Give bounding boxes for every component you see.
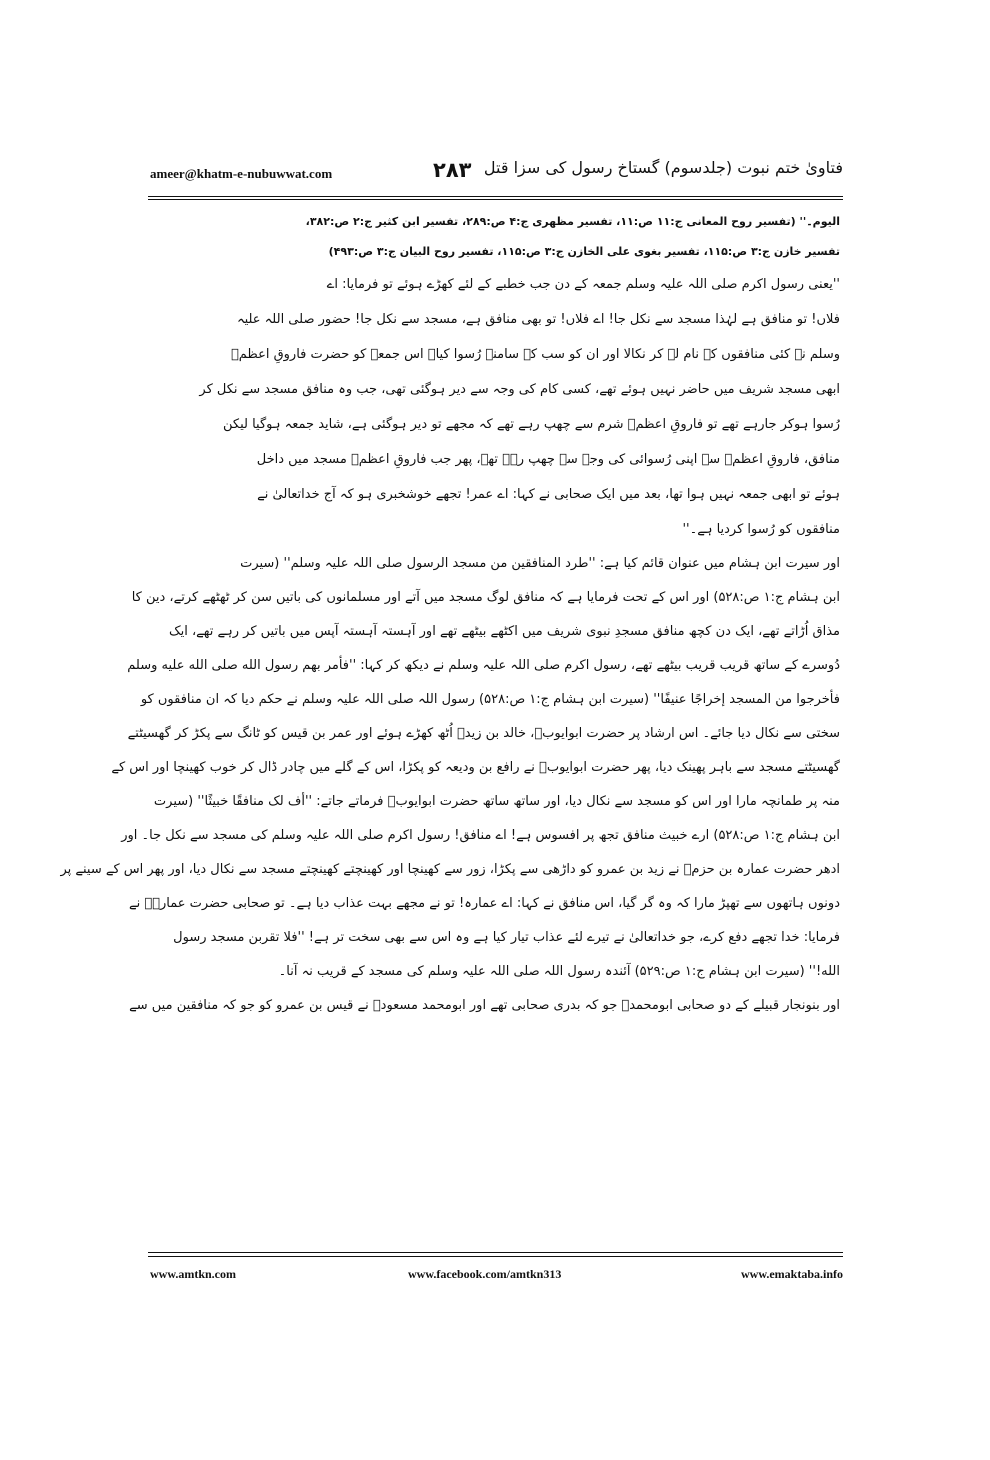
- page-footer: [148, 1267, 843, 1287]
- page-number: ۲۸۳: [433, 158, 472, 182]
- paragraph-line: فأخرجوا من المسجد إخراجًا عنیفًا'' (سیرت ابن ہشام ج:۱ ص:۵۲۸) رسول اللہ صلی اللہ علیہ وسلم نے حکم دیا کہ ان منافقوں کو: [140, 692, 840, 707]
- paragraph-line: اور سیرت ابن ہشام میں عنوان قائم کیا ہے: ''طرد المنافقین من مسجد الرسول صلی اللہ علیہ وسلم'' (سیرت: [240, 556, 840, 571]
- paragraph-2: [129, 989, 840, 1023]
- paragraph-line: فرمایا: خدا تجھے دفع کرے، جو خداتعالیٰ نے تیرے لئے عذاب تیار کیا ہے وہ اس سے بھی سخت تر ہے! ''فلا تقربن مسجد رسول: [173, 930, 840, 945]
- reference-line: تفسیر خازن ج:۳ ص:۱۱۵، تفسیر بغوی علی الخازن ج:۳ ص:۱۱۵، تفسیر روح البیان ج:۳ ص:۴۹۳): [328, 245, 840, 258]
- footer-divider: [148, 1252, 843, 1253]
- paragraph-line: دونوں ہاتھوں سے تھپڑ مارا کہ وہ گر گیا، اس منافق نے کہا: اے عمارہ! تو نے مجھے بہت عذاب دیا ہے۔ تو صحابی حضرت عمارہؓ نے: [129, 896, 840, 911]
- footer-link-facebook[interactable]: www.facebook.com/amtkn313: [408, 1267, 562, 1281]
- book-title: فتاویٰ ختم نبوت (جلدسوم) گستاخ رسول کی سزا قتل: [483, 158, 843, 177]
- paragraph-line: مذاق اُڑاتے تھے، ایک دن کچھ منافق مسجدِ نبوی شریف میں اکٹھے بیٹھے تھے اور آہستہ آہستہ آپس میں باتیں کر رہے تھے، ایک: [168, 624, 840, 639]
- paragraph-1: [60, 547, 840, 989]
- paragraph-line: سختی سے نکال دیا جائے۔ اس ارشاد پر حضرت ابوایوبؓ، خالد بن زیدؓ اُٹھ کھڑے ہوئے اور عمر بن قیس کو ٹانگ سے پکڑ کر گھسیٹتے: [127, 726, 840, 741]
- page-header: [148, 158, 843, 192]
- header-email: ameer@khatm-e-nubuwwat.com: [150, 166, 333, 181]
- quote-line: ہوئے تو ابھی جمعہ نہیں ہوا تھا، بعد میں ایک صحابی نے کہا: اے عمر! تجھے خوشخبری ہو کہ آج خداتعالیٰ نے: [257, 487, 840, 502]
- paragraph-line: الله!'' (سیرت ابن ہشام ج:۱ ص:۵۲۹) آئندہ رسول اللہ صلی اللہ علیہ وسلم کی مسجد کے قریب نہ آنا۔: [278, 964, 840, 979]
- quote-line: منافقوں کو رُسوا کردیا ہے۔'': [682, 522, 840, 537]
- footer-divider-thin: [148, 1256, 843, 1257]
- quote-block: [150, 267, 840, 547]
- paragraph-line: اور بنونجار قبیلے کے دو صحابی ابومحمدؓ جو کہ بدری صحابی تھے اور ابومحمد مسعودؓ نے قیس بن عمرو کو جو کہ منافقین میں سے: [129, 998, 840, 1013]
- header-divider-thin: [148, 199, 843, 200]
- quote-line: وسلم نے کئی منافقوں کے نام لے کر نکالا اور ان کو سب کے سامنے رُسوا کیا۔ اس جمعہ کو حضرت فاروقِ اعظمؓ: [230, 347, 840, 362]
- quote-line: ''یعنی رسول اکرم صلی اللہ علیہ وسلم جمعہ کے دن جب خطبے کے لئے کھڑے ہوئے تو فرمایا: اے: [326, 277, 840, 292]
- paragraph-line: دُوسرے کے ساتھ قریب قریب بیٹھے تھے، رسول اکرم صلی اللہ علیہ وسلم نے دیکھ کر کہا: ''فأمر بهم رسول الله صلی الله علیه وسلم: [127, 658, 840, 673]
- paragraph-line: ادھر حضرت عمارہ بن حزمؓ نے زید بن عمرو کو داڑھی سے پکڑا، زور سے کھینچا اور کھینچتے کھینچتے مسجد سے نکال دیا، اور پھر اس کے سینے پر: [60, 862, 840, 877]
- reference-line: الیوم۔'' (تفسیر روح المعانی ج:۱۱ ص:۱۱، تفسیر مظهری ج:۴ ص:۲۸۹، تفسیر ابن کثیر ج:۲ ص:۳۸۲،: [305, 215, 840, 228]
- header-divider: [148, 196, 843, 197]
- paragraph-line: گھسیٹتے مسجد سے باہر پھینک دیا، پھر حضرت ابوایوبؓ نے رافع بن ودیعہ کو پکڑا، اس کے گلے میں چادر ڈال کر خوب کھینچا اور اس کے: [111, 760, 840, 775]
- paragraph-line: ابن ہشام ج:۱ ص:۵۲۸) اور اس کے تحت فرمایا ہے کہ منافق لوگ مسجد میں آتے اور مسلمانوں کی باتیں سن کر ٹھٹھے کرتے، دین کا: [131, 590, 840, 605]
- quote-line: فلاں! تو منافق ہے لہٰذا مسجد سے نکل جا! اے فلاں! تو بھی منافق ہے، مسجد سے نکل جا! حضور صلی اللہ علیہ: [236, 312, 840, 327]
- quote-line: منافق، فاروقِ اعظمؓ سے اپنی رُسوائی کی وجہ سے چھپ رہے تھے، پھر جب فاروقِ اعظمؓ مسجد میں داخل: [256, 452, 840, 467]
- footer-link-amtkn[interactable]: www.amtkn.com: [150, 1267, 236, 1281]
- quote-line: ابھی مسجد شریف میں حاضر نہیں ہوئے تھے، کسی کام کی وجہ سے دیر ہوگئی تھی، جب وہ منافق مسجد سے نکل کر: [199, 382, 840, 397]
- paragraph-line: ابن ہشام ج:۱ ص:۵۲۸) ارے خبیث منافق تجھ پر افسوس ہے! اے منافق! رسول اکرم صلی اللہ علیہ وسلم کی مسجد سے نکل جا۔ اور: [121, 828, 840, 843]
- footer-link-emaktaba[interactable]: www.emaktaba.info: [740, 1267, 843, 1281]
- body-text: [60, 207, 840, 1023]
- quote-line: رُسوا ہوکر جارہے تھے تو فاروقِ اعظمؓ شرم سے چھپ رہے تھے کہ مجھے تو دیر ہوگئی ہے، شاید جمعہ ہوگیا لیکن: [223, 417, 840, 432]
- paragraph-line: منہ پر طمانچہ مارا اور اس کو مسجد سے نکال دیا، اور ساتھ ساتھ حضرت ابوایوبؓ فرماتے جاتے: ''أف لک منافقًا خبیثًا'' (سیرت: [153, 794, 840, 809]
